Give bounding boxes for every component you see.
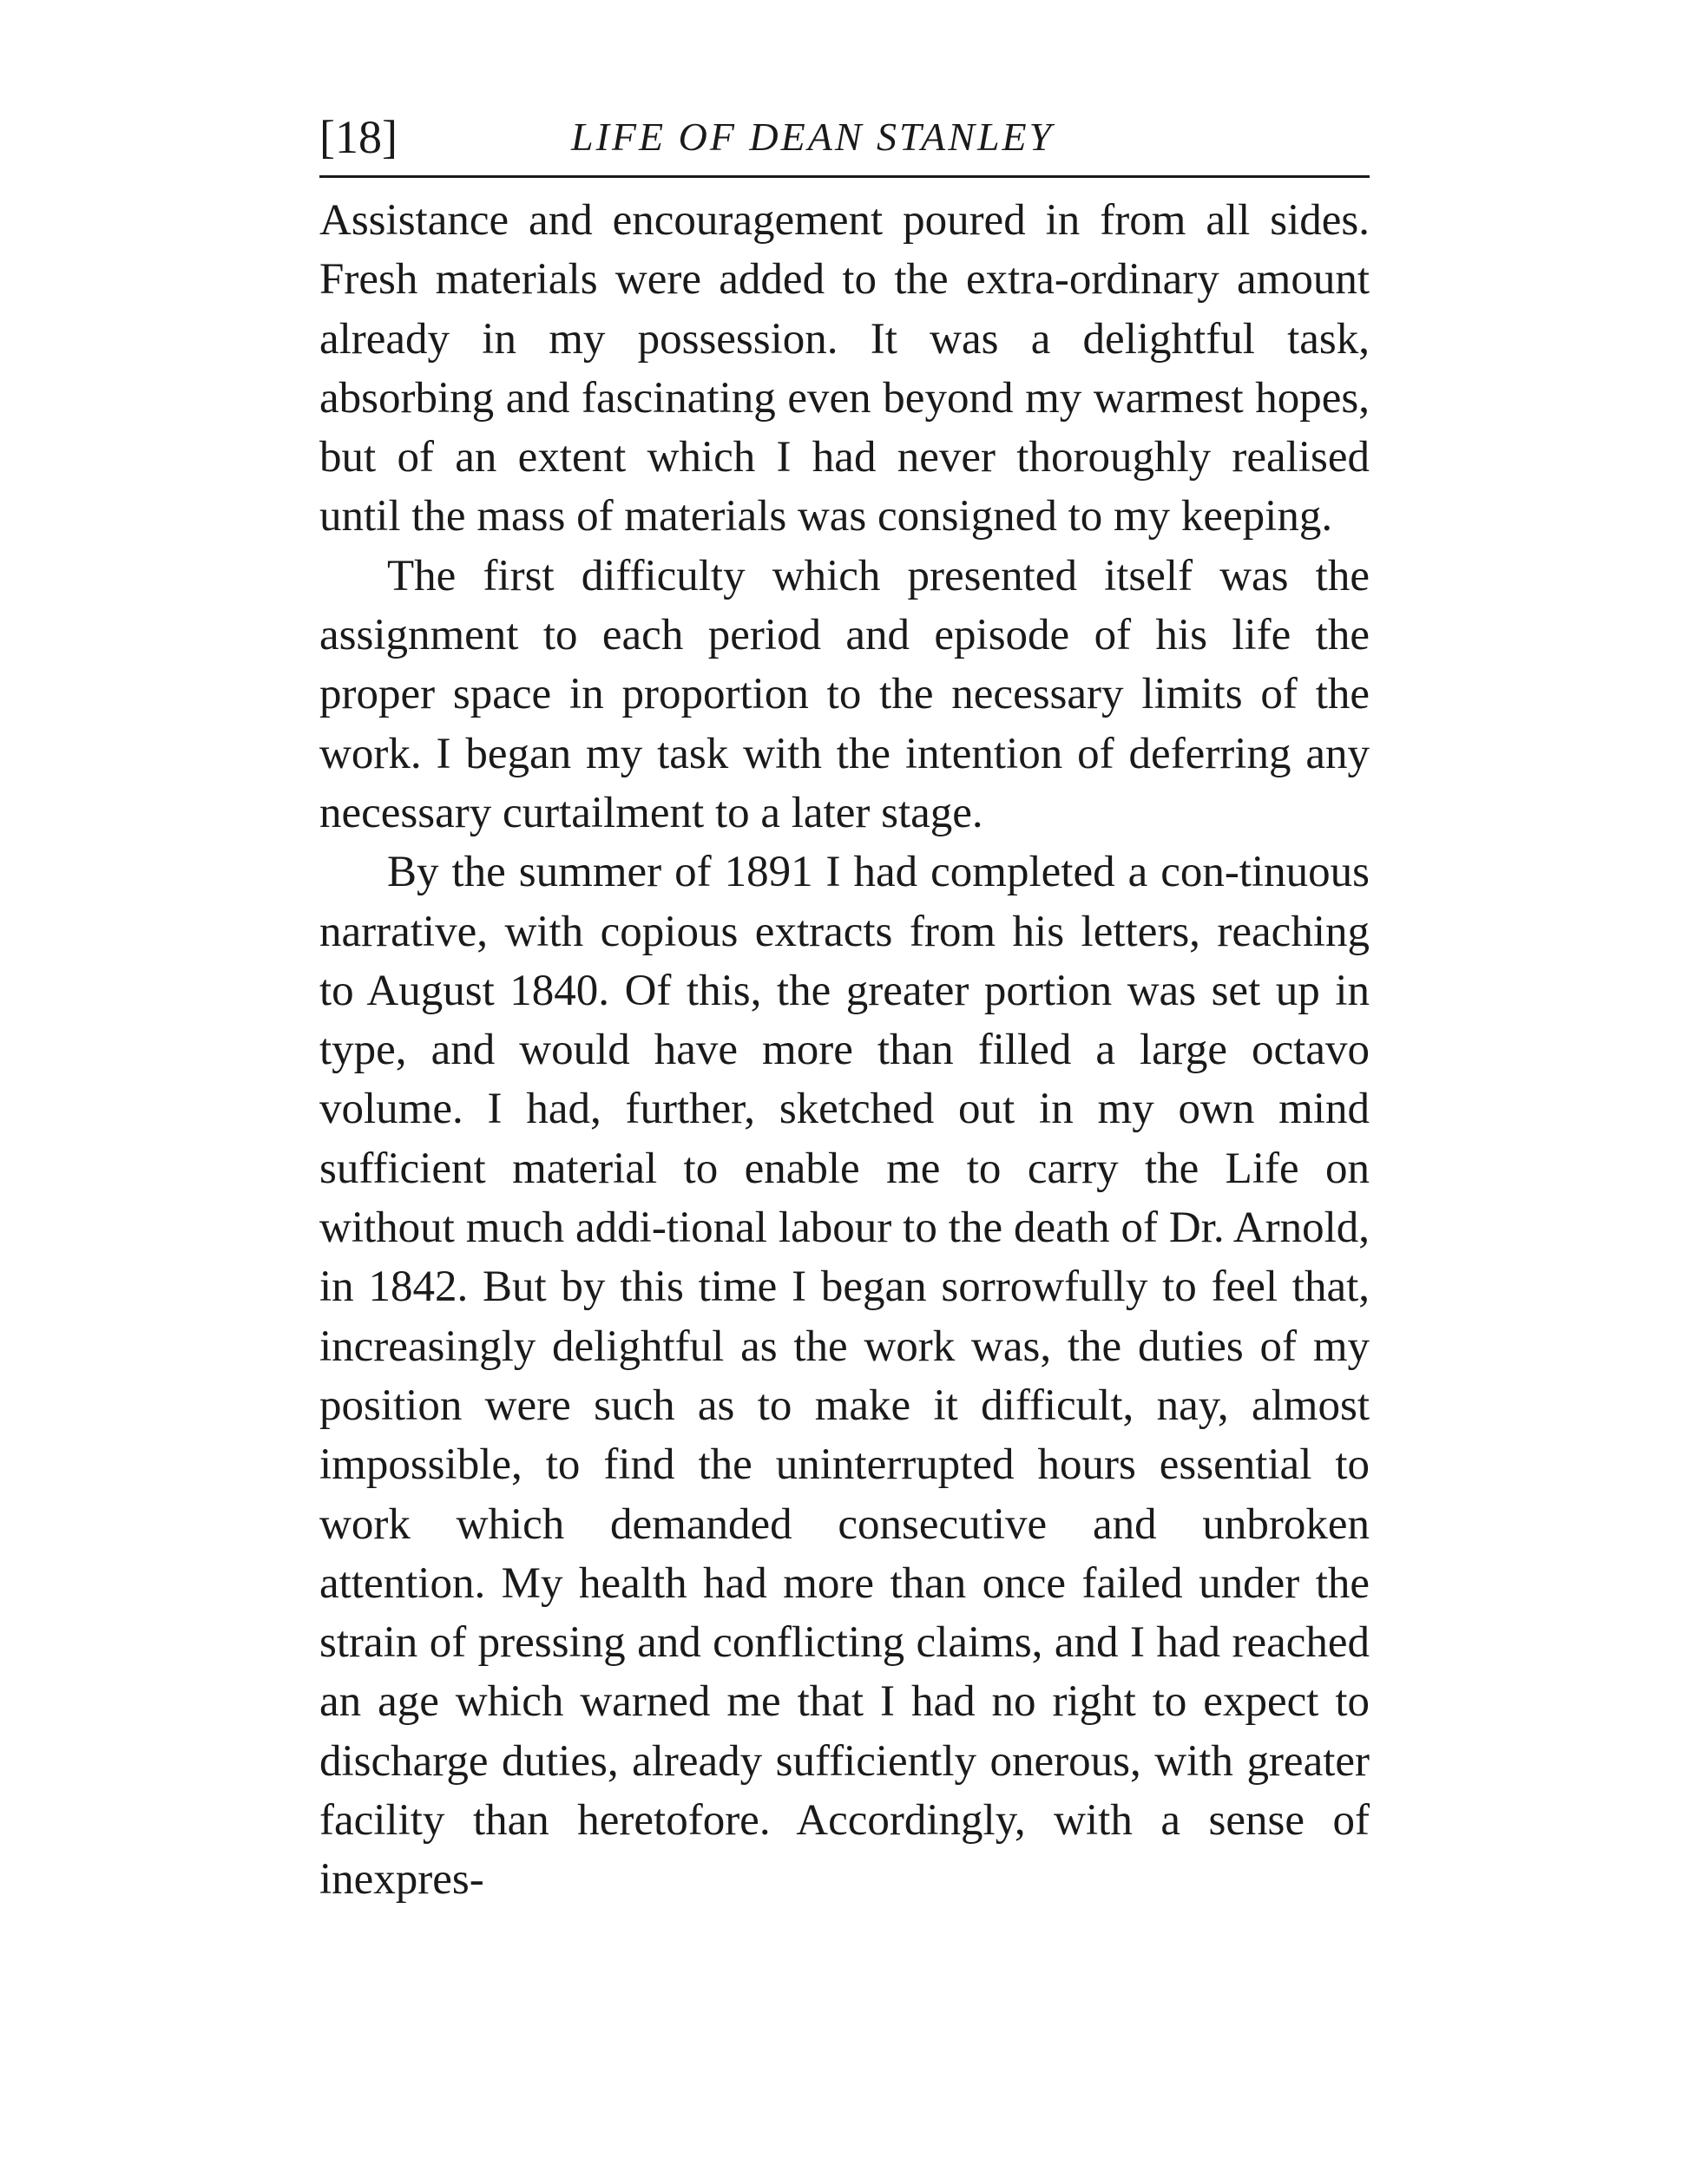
page-number: [18] <box>319 111 398 163</box>
running-title: LIFE OF DEAN STANLEY <box>571 115 1055 159</box>
book-page <box>319 102 1370 1910</box>
paragraph-3: By the summer of 1891 I had completed a con-tinuous narrative, with copious extracts from his letters, reaching to August 1840. Of this, the greater portion was set up in type, and would have more than filled a large octavo volume. I had, further, sketched out in my own mind sufficient material to enable me to carry the Life on without much addi-tional labour to the death of Dr. Arnold, in 1842. But by this time I began sorrowfully to feel that, increasingly delightful as the work was, the duties of my position were such as to make it difficult, nay, almost impossible, to find the uninterrupted hours essential to work which demanded consecutive and unbroken attention. My health had more than once failed under the strain of pressing and conflicting claims, and I had reached an age which warned me that I had no right to expect to discharge duties, already sufficiently onerous, with greater facility than heretofore. Accordingly, with a sense of inexpres- <box>319 848 1370 1905</box>
paragraph-1: Assistance and encouragement poured in from all sides. Fresh materials were added to the extra-ordinary amount already in my possession. It was a delightful task, absorbing and fascinating even beyond my warmest hopes, but of an extent which I had never thoroughly realised until the mass of materials was consigned to my keeping. <box>319 196 1370 541</box>
body-text <box>319 191 1370 1910</box>
page-header <box>319 102 1370 182</box>
paragraph-2: The first difficulty which presented itself was the assignment to each period and episode of his life the proper space in proportion to the necessary limits of the work. I began my task with the intention of deferring any necessary curtailment to a later stage. <box>319 551 1370 837</box>
header-rule <box>319 175 1370 178</box>
